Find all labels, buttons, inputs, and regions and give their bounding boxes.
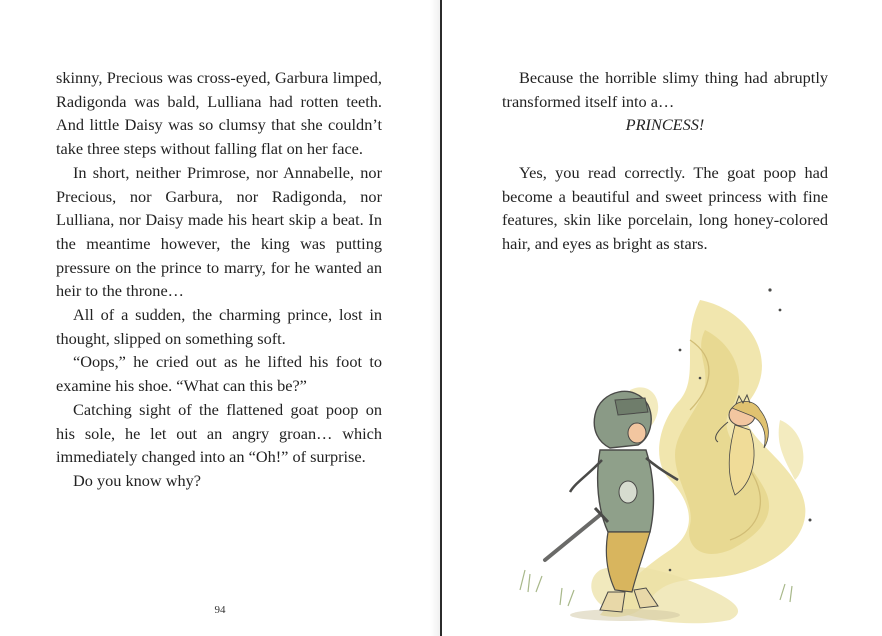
left-paragraph-6: Do you know why? <box>73 470 201 490</box>
left-paragraph-2: In short, neither Primrose, nor Annabelle, nor Precious, nor Garbura, nor Radigonda, nor Lulliana, nor Daisy made his heart skip a beat. In the meantime however, the king was putting pressure on the prince to marry, for he wanted an heir to the throne… <box>56 162 382 301</box>
right-paragraph-1: Because the horrible slimy thing had abruptly transformed itself into a… <box>502 68 828 111</box>
gutter-shadow <box>430 0 440 636</box>
helmet-visor <box>615 398 648 415</box>
prince-emblem <box>619 481 637 503</box>
left-page-text <box>56 66 382 493</box>
prince-and-princess-illustration <box>450 270 882 636</box>
prince-sword <box>545 515 600 560</box>
left-paragraph-1: skinny, Precious was cross-eyed, Garbura limped, Radigonda was bald, Lulliana had rotten teeth. And little Daisy was so clumsy that she couldn’t take three steps without falling flat on her face. <box>56 68 382 159</box>
page-number: 94 <box>214 604 226 616</box>
right-page-text <box>502 66 828 256</box>
paragraph-gap <box>502 137 828 161</box>
prince-face <box>628 423 646 443</box>
left-paragraph-4: “Oops,” he cried out as he lifted his foot to examine his shoe. “What can this be?” <box>56 352 382 396</box>
page-gutter-divider <box>440 0 442 636</box>
left-paragraph-3: All of a sudden, the charming prince, lost in thought, slipped on something soft. <box>56 305 382 348</box>
left-paragraph-5: Catching sight of the flattened goat poop on his sole, he let out an angry groan… which immediately changed into an “Oh!” of surprise. <box>56 399 382 467</box>
princess-exclamation: PRINCESS! <box>625 115 705 135</box>
right-paragraph-2: Yes, you read correctly. The goat poop had become a beautiful and sweet princess with fine features, skin like porcelain, long honey-colored hair, and eyes as bright as stars. <box>502 162 828 253</box>
prince-shadow <box>570 609 680 621</box>
